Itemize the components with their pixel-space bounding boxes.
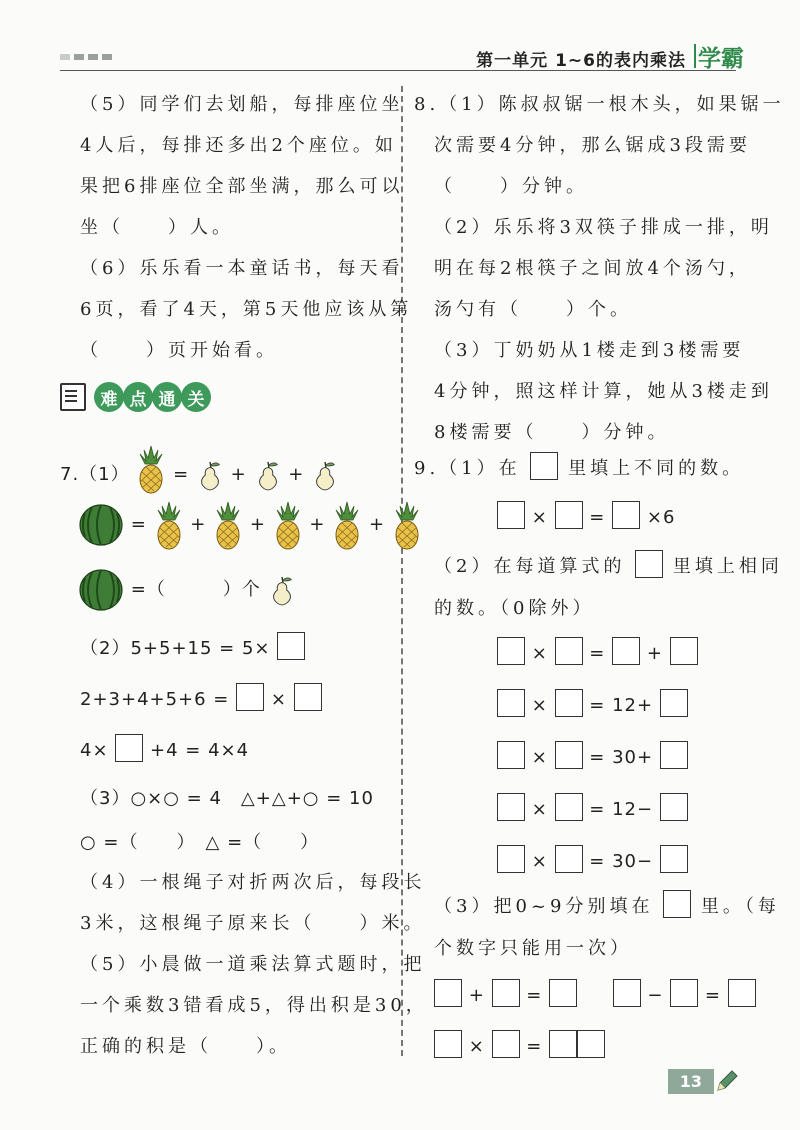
- pineapple-icon: [392, 500, 422, 550]
- answer-box[interactable]: [670, 979, 698, 1007]
- q8-p3-line: 8楼需要（ ）分钟。: [434, 422, 670, 443]
- section-banner: [60, 380, 210, 414]
- q9-p2-text: 里填上相同: [672, 556, 783, 577]
- q9-p2-row: [497, 841, 688, 882]
- answer-box[interactable]: [492, 979, 520, 1007]
- answer-box[interactable]: [497, 741, 525, 769]
- q5-line: 坐（ ）人。: [80, 217, 234, 238]
- watermelon-icon: [78, 568, 124, 612]
- answer-box[interactable]: [660, 793, 688, 821]
- q9-row-text: = 30+: [589, 747, 654, 768]
- answer-box[interactable]: [612, 637, 640, 665]
- answer-box[interactable]: [612, 501, 640, 529]
- header-divider: [694, 44, 696, 68]
- q5-line: （5）同学们去划船，每排座位坐: [80, 94, 404, 115]
- notebook-icon: [60, 383, 86, 411]
- equals-sign: =: [589, 643, 606, 664]
- q7-p2a-text: （2）5+5+15 = 5×: [80, 638, 271, 659]
- q6-line: 6页，看了4天，第5天他应该从第: [80, 299, 413, 320]
- q5-line: 4人后，每排还多出2个座位。如: [80, 135, 397, 156]
- q9-p3: [434, 886, 780, 927]
- pineapple-icon: [273, 500, 303, 550]
- times-sign: ×: [531, 799, 548, 820]
- q5-line: 果把6排座位全部坐满，那么可以: [80, 176, 404, 197]
- plus-sign: +: [468, 985, 485, 1006]
- header-rule: [60, 70, 736, 71]
- plus-sign: +: [288, 464, 305, 485]
- q9-p2-row: [497, 633, 698, 674]
- plus-sign: +: [230, 464, 247, 485]
- answer-box[interactable]: [577, 1030, 605, 1058]
- q7-p4-line: 3米，这根绳子原来长（ ）米。: [80, 913, 426, 934]
- pineapple-icon: [332, 500, 362, 550]
- q7-p2c-text: +4 = 4×4: [150, 740, 250, 761]
- header-dots: [60, 54, 112, 60]
- q6-line: （6）乐乐看一本童话书，每天看: [80, 258, 404, 279]
- q9-p2: [434, 546, 783, 587]
- equals-sign: =: [130, 514, 147, 535]
- answer-box[interactable]: [549, 979, 577, 1007]
- q9-p3-row2: [434, 1026, 605, 1067]
- q8-p2-line: （2）乐乐将3双筷子排成一排，明: [434, 217, 773, 238]
- q7-p3b: ○ =（ ） △ =（ ）: [80, 832, 320, 853]
- q8-p1-line: （ ）分钟。: [434, 176, 588, 197]
- times-sign: ×: [468, 1036, 485, 1057]
- banner-char: 难: [94, 382, 124, 412]
- answer-box[interactable]: [555, 793, 583, 821]
- q9-row-text: = 12−: [589, 799, 654, 820]
- answer-box[interactable]: [660, 689, 688, 717]
- q9-row-text: = 30−: [589, 851, 654, 872]
- answer-box[interactable]: [497, 793, 525, 821]
- answer-box[interactable]: [497, 845, 525, 873]
- equals-sign: =: [589, 507, 606, 528]
- plus-sign: +: [249, 514, 266, 535]
- q7-p5-line: 一个乘数3错看成5，得出积是30，: [80, 995, 428, 1016]
- q7-p2b-text: 2+3+4+5+6 =: [80, 689, 230, 710]
- q9-p1-text: 9.（1）在: [414, 458, 521, 479]
- answer-box[interactable]: [434, 1030, 462, 1058]
- q9-p2-line2: 的数。（0除外）: [434, 598, 595, 619]
- answer-box[interactable]: [294, 683, 322, 711]
- answer-box[interactable]: [555, 501, 583, 529]
- answer-box[interactable]: [555, 741, 583, 769]
- q6-line: （ ）页开始看。: [80, 340, 278, 361]
- answer-box[interactable]: [115, 734, 143, 762]
- pineapple-icon: [154, 500, 184, 550]
- equals-sign: =: [526, 1036, 543, 1057]
- q9-p3-text: 里。（每: [700, 896, 780, 917]
- pineapple-icon: [136, 444, 166, 494]
- brand-logo: 学霸: [698, 46, 744, 72]
- answer-box[interactable]: [492, 1030, 520, 1058]
- page-header: [0, 0, 800, 80]
- plus-sign: +: [368, 514, 386, 535]
- plus-sign: +: [309, 514, 326, 535]
- q7-p2c-text: 4×: [80, 740, 109, 761]
- answer-box[interactable]: [660, 741, 688, 769]
- times-sign: ×: [531, 851, 548, 872]
- answer-box[interactable]: [670, 637, 698, 665]
- answer-box[interactable]: [497, 501, 525, 529]
- equals-sign: =: [173, 464, 190, 485]
- q8-p2-line: 汤勺有（ ）个。: [434, 299, 632, 320]
- times-sign: ×: [531, 507, 548, 528]
- q7-p2a: [80, 628, 305, 669]
- q9-p3-row1: [434, 975, 756, 1016]
- q7-label: 7.（1）: [60, 464, 130, 485]
- times-sign: ×: [531, 747, 548, 768]
- pear-icon: [268, 574, 296, 606]
- times-sign: ×: [531, 643, 548, 664]
- q7-p2c: [80, 730, 249, 771]
- box-symbol: [530, 452, 558, 480]
- q8-p1-line: 8.（1）陈叔叔锯一根木头，如果锯一: [414, 94, 785, 115]
- box-symbol: [635, 550, 663, 578]
- q8-p1-line: 次需要4分钟，那么锯成3段需要: [434, 135, 751, 156]
- q8-p2-line: 明在每2根筷子之间放4个汤勺，: [434, 258, 751, 279]
- q9-p2-row: [497, 737, 688, 778]
- q9-p1-text: 里填上不同的数。: [568, 458, 745, 479]
- q9-p1: [414, 448, 744, 489]
- unit-title: 第一单元 1~6的表内乘法: [476, 51, 686, 71]
- q7-p2b: [80, 679, 322, 720]
- answer-box[interactable]: [497, 637, 525, 665]
- page-number: 13: [668, 1069, 714, 1094]
- pineapple-icon: [213, 500, 243, 550]
- pear-icon: [254, 459, 282, 491]
- equals-sign: =: [526, 985, 543, 1006]
- pencil-icon: [714, 1068, 740, 1094]
- equals-sign: =: [704, 985, 721, 1006]
- banner-char: 关: [181, 382, 211, 412]
- pear-icon: [196, 459, 224, 491]
- answer-box[interactable]: [497, 689, 525, 717]
- answer-box[interactable]: [434, 979, 462, 1007]
- times-sign: ×: [270, 689, 287, 710]
- q8-p3-line: （3）丁奶奶从1楼走到3楼需要: [434, 340, 745, 361]
- answer-box[interactable]: [728, 979, 756, 1007]
- q9-p1-equation: [497, 497, 675, 538]
- q7-p3a: （3）○×○ = 4 △+△+○ = 10: [80, 788, 374, 809]
- answer-box[interactable]: [549, 1030, 577, 1058]
- times-sign: ×: [531, 695, 548, 716]
- q9-p2-row: [497, 685, 688, 726]
- q9-row-text: = 12+: [589, 695, 654, 716]
- q8-p3-line: 4分钟，照这样计算，她从3楼走到: [434, 381, 773, 402]
- q9-p3-text: （3）把0~9分别填在: [434, 896, 654, 917]
- answer-box[interactable]: [555, 689, 583, 717]
- q9-p2-text: （2）在每道算式的: [434, 556, 626, 577]
- page-footer: [668, 1068, 740, 1094]
- q7-p5-line: 正确的积是（ ）。: [80, 1036, 291, 1057]
- answer-box[interactable]: [660, 845, 688, 873]
- banner-char: 点: [123, 382, 153, 412]
- q7-p4-line: （4）一根绳子对折两次后，每段长: [80, 872, 426, 893]
- answer-box[interactable]: [555, 637, 583, 665]
- q7-answer-blank: =（ ）个: [130, 579, 261, 600]
- banner-char: 通: [152, 382, 182, 412]
- q7-p1-row3: [78, 568, 296, 612]
- answer-box[interactable]: [277, 632, 305, 660]
- q7-p1-row2: [78, 500, 422, 550]
- answer-box[interactable]: [236, 683, 264, 711]
- pear-icon: [311, 459, 339, 491]
- q7-p1-row1: [60, 444, 339, 495]
- box-symbol: [663, 890, 691, 918]
- q9-p3-line2: 个数字只能用一次）: [434, 938, 632, 959]
- q9-p1-tail: ×6: [646, 507, 676, 528]
- q9-p2-row: [497, 789, 688, 830]
- answer-box[interactable]: [555, 845, 583, 873]
- plus-sign: +: [646, 643, 663, 664]
- plus-sign: +: [190, 514, 207, 535]
- minus-sign: −: [647, 985, 664, 1006]
- watermelon-icon: [78, 503, 124, 547]
- answer-box[interactable]: [613, 979, 641, 1007]
- q7-p5-line: （5）小晨做一道乘法算式题时，把: [80, 954, 426, 975]
